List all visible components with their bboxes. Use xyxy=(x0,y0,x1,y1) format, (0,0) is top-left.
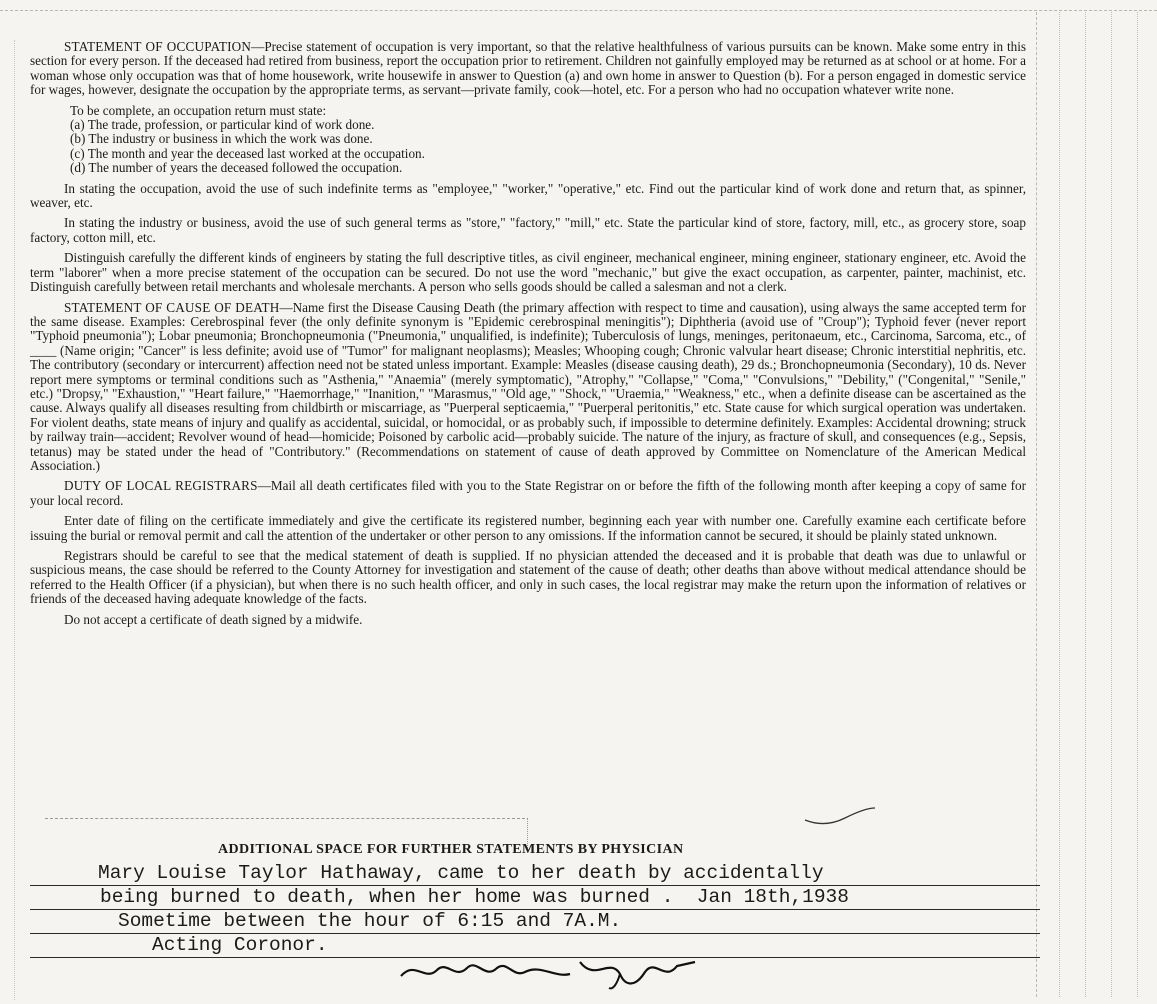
cause-heading: STATEMENT OF CAUSE OF DEATH xyxy=(64,299,280,315)
registrar-paragraph-3: Registrars should be careful to see that the medical statement of death is supplied. If no physician attended the deceased and it is probable that death was due to unlawful or suspicious means, the case should be referred to the County Attorney for investigation and statement of the cause of death; other deaths than above without medical attendance should be referred to the Health Officer (if a physician), but when there is no such health officer, and only in such cases, the local registrar may make the return upon the information of relatives or friends of the deceased having adequate knowledge of the facts. xyxy=(30,548,1026,607)
cause-text: —Name first the Disease Causing Death (the primary affection with respect to time and causation), using always the same accepted term for the same disease. Examples: Cerebrospinal fever (the only definite synonym is "Epidemic cerebrospinal meningitis"); Diphtheria (avoid use of "Croup"); Typhoid fever (never report "Typhoid pneumonia"); Lobar pneumonia; Bronchopneumonia ("Pneumonia," unqualified, is indefinite); Tuberculosis of lungs, meninges, peritonaeum, etc., Carcinoma, Sarcoma, etc., of ____ (Name origin; "Cancer" is less definite; avoid use of "Tumor" for malignant neoplasms); Measles; Whooping cough; Chronic valvular heart disease; Chronic interstitial nephritis, etc. The contributory (secondary or intercurrent) affection need not be stated unless important. Example: Measles (disease causing death), 29 ds.; Bronchopneumonia (Secondary), 10 ds. Never report mere symptoms or terminal conditions such as "Asthenia," "Anaemia" (merely symptomatic), "Atrophy," "Collapse," "Coma," "Convulsions," "Debility," ("Congenital," "Senile," etc.) "Dropsy," "Exhaustion," "Heart failure," "Haemorrhage," "Inanition," "Marasmus," "Old age," "Shock," "Uraemia," "Weakness," etc., when a definite disease can be ascertained as the cause. Always qualify all diseases resulting from childbirth or miscarriage, as "Puerperal septicaemia," "Puerperal peritonitis," etc. State cause for which surgical operation was undertaken. For violent deaths, state means of injury and qualify as accidental, suicidal, or homocidal, or as probably such, if impossible to determine definitely. Examples: Accidental drowning; struck by railway train—accident; Revolver wound of head—homicide; Poisoned by carbolic acid—probably suicide. The nature of the injury, as fracture of skull, and consequences (e.g., Sepsis, tetanus) may be stated under the head of "Contributory." (Recommendations on statement of cause of death approved by Committee on Nomenclature of the American Medical Association.) xyxy=(30,299,1026,473)
list-intro: To be complete, an occupation return must state: xyxy=(70,102,327,118)
registrar-paragraph xyxy=(30,479,1026,508)
statement-line-4: Acting Coronor. xyxy=(30,934,1040,958)
statement-line-2: being burned to death, when her home was burned . Jan 18th,1938 xyxy=(30,886,1040,910)
top-edge xyxy=(0,0,1157,11)
occupation-text: —Precise statement of occupation is very important, so that the relative healthfulness of various pursuits can be known. Make some entry in this section for every person. If the deceased had retired from business, report the occupation prior to retirement. Children not gainfully employed may be returned as at school or at home. For a woman whose only occupation was that of home housework, write housewife in answer to Question (a) and own home in answer to Question (b). For a person engaged in domestic service for wages, however, designate the occupation by the appropriate terms, as servant—private family, cook—hotel, etc. For a person who had no occupation whatever write none. xyxy=(30,39,1026,98)
additional-space-header: ADDITIONAL SPACE FOR FURTHER STATEMENTS BY PHYSICIAN xyxy=(218,842,684,857)
occupation-list xyxy=(70,118,1026,176)
list-item: (c) The month and year the deceased last worked at the occupation. xyxy=(70,145,425,161)
left-edge xyxy=(14,40,17,1000)
registrar-text: —Mail all death certificates filed with you to the State Registrar on or before the fifth of the following month after keeping a copy of same for your local record. xyxy=(30,478,1026,508)
section-divider xyxy=(45,818,525,819)
statement-line-1: Mary Louise Taylor Hathaway, came to her death by accidentally xyxy=(30,862,1040,886)
right-margin-strip xyxy=(1036,12,1155,997)
registrar-paragraph-2: Enter date of filing on the certificate immediately and give the certificate its registered number, beginning each year with number one. Carefully examine each certificate before issuing the burial or removal permit and call the attention of the undertaker or other person to any omissions. If the information cannot be secured, it should be plainly stated unknown. xyxy=(30,513,1026,543)
statement-line-3: Sometime between the hour of 6:15 and 7A.M. xyxy=(30,910,1040,934)
list-item: (a) The trade, profession, or particular kind of work done. xyxy=(70,117,375,133)
list-item: (b) The industry or business in which the work was done. xyxy=(70,131,373,147)
handwritten-signature xyxy=(395,952,705,992)
occupation-heading: STATEMENT OF OCCUPATION xyxy=(64,39,252,54)
list-item: (d) The number of years the deceased followed the occupation. xyxy=(70,160,403,176)
instructions-block xyxy=(30,40,1026,633)
occupation-paragraph-2: In stating the occupation, avoid the use of such indefinite terms as "employee," "worker," "operative," etc. Find out the particular kind of work done and return that, as spinner, weaver, etc. xyxy=(30,180,1026,211)
midwife-note: Do not accept a certificate of death signed by a midwife. xyxy=(64,611,363,627)
occupation-paragraph xyxy=(30,40,1026,98)
occupation-paragraph-4: Distinguish carefully the different kinds of engineers by stating the full descriptive titles, as civil engineer, mechanical engineer, mining engineer, stationary engineer, etc. Avoid the term "laborer" when a more precise statement of the occupation can be secured. Do not use the word "mechanic," but give the exact occupation, as carpenter, painter, machinist, etc. Distinguish carefully between retail merchants and wholesale merchants. A person who sells goods should be called a salesman and not a clerk. xyxy=(30,250,1026,295)
registrar-heading: DUTY OF LOCAL REGISTRARS xyxy=(64,478,258,494)
cause-paragraph xyxy=(30,301,1026,474)
physician-statement xyxy=(30,862,1040,958)
occupation-paragraph-3: In stating the industry or business, avoid the use of such general terms as "store," "factory," "mill," etc. State the particular kind of store, factory, mill, etc., as grocery store, soap factory, cotton mill, etc. xyxy=(30,215,1026,245)
pen-mark xyxy=(800,800,880,830)
